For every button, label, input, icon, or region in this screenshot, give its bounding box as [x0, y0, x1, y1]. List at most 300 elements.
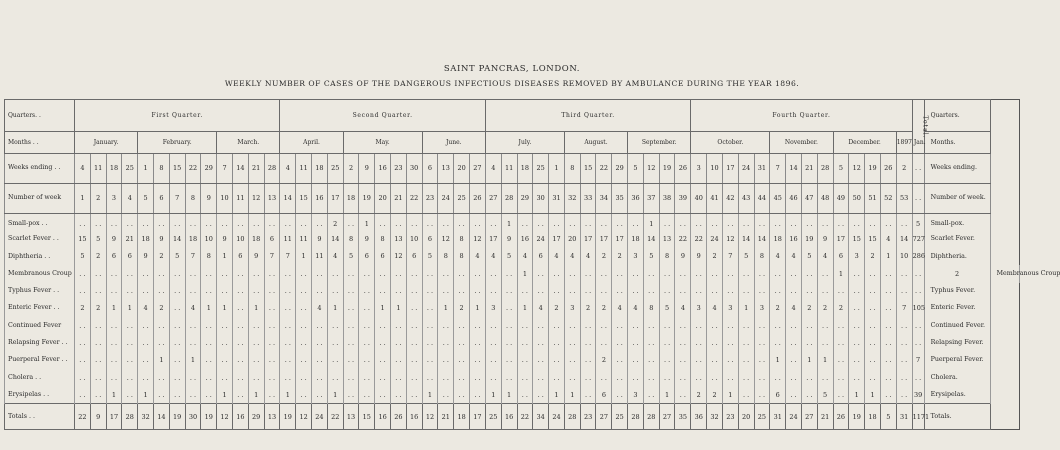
week-count-cell: . .	[675, 283, 691, 300]
quarters-label: Quarters. .	[5, 100, 75, 132]
week-count-cell: . .	[517, 335, 533, 352]
week-count-cell: . .	[533, 265, 549, 282]
week-count-cell: . .	[675, 352, 691, 369]
week-count-cell: . .	[359, 335, 375, 352]
week-number-cell: 43	[738, 184, 754, 214]
week-count-cell: . .	[454, 317, 470, 334]
week-count-cell: . .	[517, 352, 533, 369]
week-count-cell: 1	[106, 300, 122, 317]
week-count-cell: . .	[422, 283, 438, 300]
week-count-cell: 5	[343, 248, 359, 265]
week-count-cell: . .	[786, 386, 802, 403]
week-count-cell: 2	[580, 300, 596, 317]
week-count-cell: . .	[406, 283, 422, 300]
week-ending-cell: 29	[612, 154, 628, 184]
week-count-cell: 1	[549, 386, 565, 403]
week-count-cell: . .	[691, 214, 707, 231]
week-number-cell: 34	[596, 184, 612, 214]
week-count-cell: 12	[469, 231, 485, 248]
quarter-header: Fourth Quarter.	[691, 100, 912, 132]
week-count-cell: . .	[517, 317, 533, 334]
week-count-cell: . .	[264, 265, 280, 282]
week-count-cell: . .	[106, 317, 122, 334]
week-number-cell: 7	[169, 184, 185, 214]
disease-total: 286	[912, 248, 924, 265]
week-count-cell: . .	[438, 265, 454, 282]
week-count-cell: . .	[375, 369, 391, 386]
week-count-cell: . .	[612, 386, 628, 403]
week-count-cell: . .	[469, 317, 485, 334]
week-count-cell: . .	[264, 386, 280, 403]
week-count-cell: 1	[422, 386, 438, 403]
week-count-cell: 1	[801, 352, 817, 369]
week-count-cell: 1	[375, 300, 391, 317]
week-ending-cell: 25	[122, 154, 138, 184]
week-count-cell: . .	[248, 283, 264, 300]
week-count-cell: . .	[454, 265, 470, 282]
week-count-cell: . .	[217, 265, 233, 282]
week-count-cell: . .	[517, 369, 533, 386]
week-count-cell: . .	[786, 335, 802, 352]
disease-row	[5, 248, 1020, 265]
week-count-cell: 2	[707, 248, 723, 265]
week-count-cell: . .	[343, 317, 359, 334]
week-count-cell: . .	[280, 283, 296, 300]
disease-name: Continued Fever	[5, 317, 75, 334]
disease-right-name: Erysipelas.	[924, 386, 990, 403]
weekly-total-cell: 19	[169, 404, 185, 430]
week-count-cell: 1	[659, 386, 675, 403]
week-count-cell: . .	[422, 352, 438, 369]
disease-name: Typhus Fever . .	[5, 283, 75, 300]
week-count-cell: . .	[580, 214, 596, 231]
month-header: June.	[422, 132, 485, 154]
weekly-total-cell: 24	[312, 404, 328, 430]
week-count-cell: 9	[106, 231, 122, 248]
quarter-header: Third Quarter.	[485, 100, 690, 132]
week-count-cell: 17	[549, 231, 565, 248]
week-count-cell: 12	[438, 231, 454, 248]
quarters-row	[5, 100, 1020, 132]
week-count-cell: . .	[106, 214, 122, 231]
week-count-cell: 4	[880, 231, 896, 248]
week-count-cell: . .	[691, 369, 707, 386]
week-ending-cell: 10	[707, 154, 723, 184]
disease-name: Puerperal Fever . .	[5, 352, 75, 369]
week-count-cell: . .	[232, 265, 248, 282]
week-count-cell: . .	[343, 283, 359, 300]
disease-row	[5, 317, 1020, 334]
week-count-cell: 17	[485, 231, 501, 248]
month-header: September.	[628, 132, 691, 154]
week-number-cell: 23	[422, 184, 438, 214]
week-count-cell: . .	[612, 317, 628, 334]
week-count-cell: 2	[801, 300, 817, 317]
week-count-cell: . .	[296, 283, 312, 300]
week-count-cell: . .	[501, 369, 517, 386]
week-count-cell: . .	[817, 369, 833, 386]
week-ending-cell: 11	[90, 154, 106, 184]
week-count-cell: . .	[327, 352, 343, 369]
week-count-cell: . .	[391, 335, 407, 352]
week-count-cell: . .	[106, 352, 122, 369]
week-count-cell: . .	[722, 265, 738, 282]
week-count-cell: . .	[564, 265, 580, 282]
week-count-cell: . .	[391, 214, 407, 231]
week-count-cell: . .	[90, 369, 106, 386]
disease-name: Small-pox . .	[5, 214, 75, 231]
week-ending-cell: 25	[533, 154, 549, 184]
week-count-cell: . .	[122, 265, 138, 282]
week-count-cell: . .	[707, 283, 723, 300]
weeks-ending-row	[5, 154, 1020, 184]
week-count-cell: . .	[391, 369, 407, 386]
week-count-cell: . .	[264, 369, 280, 386]
week-count-cell: . .	[485, 214, 501, 231]
week-count-cell: . .	[865, 283, 881, 300]
week-count-cell: . .	[675, 369, 691, 386]
disease-name: Scarlet Fever . .	[5, 231, 75, 248]
week-count-cell: . .	[153, 317, 169, 334]
week-ending-cell: 19	[865, 154, 881, 184]
week-count-cell: . .	[375, 335, 391, 352]
week-count-cell: . .	[169, 317, 185, 334]
week-count-cell: . .	[896, 265, 912, 282]
week-count-cell: 4	[675, 300, 691, 317]
week-count-cell: . .	[786, 369, 802, 386]
week-count-cell: . .	[359, 369, 375, 386]
weekly-total-cell: 15	[359, 404, 375, 430]
week-number-cell: 35	[612, 184, 628, 214]
week-count-cell: . .	[896, 369, 912, 386]
week-count-cell: 1	[833, 265, 849, 282]
week-count-cell: . .	[707, 369, 723, 386]
disease-row	[5, 214, 1020, 231]
week-count-cell: 7	[280, 248, 296, 265]
week-count-cell: 2	[327, 214, 343, 231]
disease-total: . .	[912, 369, 924, 386]
disease-total: 39	[912, 386, 924, 403]
week-count-cell: 4	[786, 300, 802, 317]
week-count-cell: . .	[517, 214, 533, 231]
week-count-cell: 4	[312, 300, 328, 317]
week-count-cell: . .	[865, 352, 881, 369]
week-count-cell: 1	[248, 386, 264, 403]
month-header: August.	[564, 132, 627, 154]
week-number-right-label: Number of week.	[924, 184, 990, 214]
weekly-total-cell: 19	[849, 404, 865, 430]
week-count-cell: . .	[217, 214, 233, 231]
month-header: February.	[138, 132, 217, 154]
week-count-cell: . .	[312, 283, 328, 300]
week-count-cell: . .	[754, 317, 770, 334]
week-count-cell: . .	[533, 317, 549, 334]
week-count-cell: . .	[438, 386, 454, 403]
week-count-cell: . .	[628, 283, 644, 300]
disease-row	[5, 283, 1020, 300]
week-number-cell: 25	[454, 184, 470, 214]
week-count-cell: . .	[90, 335, 106, 352]
weekly-total-cell: 26	[391, 404, 407, 430]
week-count-cell: 6	[359, 248, 375, 265]
week-count-cell: 1	[770, 352, 786, 369]
week-count-cell: . .	[564, 317, 580, 334]
weekly-total-cell: 27	[659, 404, 675, 430]
week-count-cell: . .	[628, 369, 644, 386]
week-number-cell: 4	[122, 184, 138, 214]
week-count-cell: 4	[469, 248, 485, 265]
week-count-cell: 4	[549, 248, 565, 265]
week-count-cell: . .	[880, 317, 896, 334]
week-ending-cell: 6	[422, 154, 438, 184]
week-count-cell: . .	[232, 214, 248, 231]
disease-total: 5	[912, 214, 924, 231]
disease-right-name: Relapsing Fever.	[924, 335, 990, 352]
week-count-cell: . .	[722, 283, 738, 300]
week-number-cell: 17	[327, 184, 343, 214]
quarters-right-label: Quarters.	[924, 100, 990, 132]
week-number-cell: 39	[675, 184, 691, 214]
months-right-label: Months.	[924, 132, 990, 154]
week-count-cell: . .	[675, 335, 691, 352]
week-count-cell: . .	[327, 317, 343, 334]
week-ending-cell: 1	[138, 154, 154, 184]
week-count-cell: 4	[786, 248, 802, 265]
week-count-cell: . .	[327, 265, 343, 282]
week-count-cell: . .	[770, 214, 786, 231]
week-count-cell: . .	[659, 317, 675, 334]
week-count-cell: 6	[106, 248, 122, 265]
week-count-cell: . .	[849, 214, 865, 231]
week-count-cell: 17	[596, 231, 612, 248]
disease-right-name: Continued Fever.	[924, 317, 990, 334]
week-ending-cell: 7	[770, 154, 786, 184]
week-count-cell: . .	[264, 283, 280, 300]
week-count-cell: . .	[896, 214, 912, 231]
week-count-cell: . .	[485, 335, 501, 352]
disease-name: Enteric Fever . .	[5, 300, 75, 317]
week-count-cell: 1	[517, 300, 533, 317]
disease-right-name: Diphtheria.	[924, 248, 990, 265]
week-count-cell: . .	[880, 214, 896, 231]
week-count-cell: . .	[770, 283, 786, 300]
week-count-cell: . .	[485, 283, 501, 300]
weekly-total-cell: 30	[185, 404, 201, 430]
week-count-cell: . .	[185, 386, 201, 403]
week-number-cell: 31	[549, 184, 565, 214]
week-count-cell: 2	[691, 386, 707, 403]
week-count-cell: 9	[359, 231, 375, 248]
week-number-cell: 9	[201, 184, 217, 214]
totals-right-label: Totals.	[924, 404, 990, 430]
week-count-cell: . .	[865, 300, 881, 317]
week-ending-cell: 4	[485, 154, 501, 184]
week-count-cell: . .	[754, 283, 770, 300]
week-count-cell: . .	[422, 300, 438, 317]
week-count-cell: . .	[280, 369, 296, 386]
week-ending-cell: 20	[454, 154, 470, 184]
week-count-cell: . .	[138, 317, 154, 334]
disease-row	[5, 352, 1020, 369]
week-ending-cell: 30	[406, 154, 422, 184]
week-count-cell: 5	[90, 231, 106, 248]
week-count-cell: 14	[754, 231, 770, 248]
week-count-cell: . .	[375, 386, 391, 403]
week-count-cell: . .	[628, 352, 644, 369]
week-count-cell: . .	[896, 283, 912, 300]
week-count-cell: . .	[880, 335, 896, 352]
week-count-cell: . .	[312, 317, 328, 334]
week-count-cell: . .	[406, 317, 422, 334]
disease-right-name: Typhus Fever.	[924, 283, 990, 300]
week-count-cell: . .	[296, 352, 312, 369]
week-count-cell: 8	[343, 231, 359, 248]
week-count-cell: 1	[327, 300, 343, 317]
week-count-cell: . .	[501, 283, 517, 300]
week-count-cell: . .	[817, 335, 833, 352]
weekly-total-cell: 16	[375, 404, 391, 430]
week-count-cell: 24	[533, 231, 549, 248]
week-count-cell: . .	[801, 335, 817, 352]
week-count-cell: 5	[801, 248, 817, 265]
week-count-cell: . .	[122, 386, 138, 403]
week-count-cell: . .	[580, 369, 596, 386]
week-count-cell: . .	[375, 265, 391, 282]
week-count-cell: . .	[849, 369, 865, 386]
week-ending-cell: 18	[517, 154, 533, 184]
week-number-cell: 45	[770, 184, 786, 214]
weekly-total-cell: 36	[691, 404, 707, 430]
week-count-cell: . .	[691, 352, 707, 369]
week-count-cell: 2	[770, 300, 786, 317]
week-count-cell: . .	[138, 283, 154, 300]
week-number-cell: 38	[659, 184, 675, 214]
week-count-cell: . .	[122, 283, 138, 300]
disease-total: . .	[912, 283, 924, 300]
week-count-cell: . .	[138, 352, 154, 369]
week-count-cell: . .	[201, 265, 217, 282]
week-count-cell: 17	[833, 231, 849, 248]
week-count-cell: . .	[454, 335, 470, 352]
weekly-total-cell: 23	[580, 404, 596, 430]
week-number-cell: 27	[485, 184, 501, 214]
week-count-cell: 5	[817, 386, 833, 403]
week-count-cell: . .	[643, 317, 659, 334]
week-count-cell: . .	[549, 317, 565, 334]
weekly-total-cell: 23	[722, 404, 738, 430]
month-header: April.	[280, 132, 343, 154]
weekly-total-cell: 28	[122, 404, 138, 430]
weekly-total-cell: 27	[596, 404, 612, 430]
week-number-cell: 47	[801, 184, 817, 214]
week-count-cell: . .	[90, 352, 106, 369]
weekly-total-cell: 17	[106, 404, 122, 430]
week-number-cell: 42	[722, 184, 738, 214]
week-count-cell: . .	[628, 265, 644, 282]
week-count-cell: 18	[628, 231, 644, 248]
week-ending-cell: 22	[596, 154, 612, 184]
week-count-cell: . .	[628, 214, 644, 231]
week-count-cell: . .	[659, 369, 675, 386]
week-count-cell: 7	[722, 248, 738, 265]
week-count-cell: 11	[280, 231, 296, 248]
week-count-cell: . .	[280, 214, 296, 231]
week-count-cell: 14	[169, 231, 185, 248]
week-count-cell: . .	[422, 369, 438, 386]
week-ending-cell: 31	[754, 154, 770, 184]
weekly-total-cell: 32	[138, 404, 154, 430]
week-count-cell: 4	[138, 300, 154, 317]
week-count-cell: . .	[264, 300, 280, 317]
week-count-cell: . .	[707, 335, 723, 352]
week-number-cell: 41	[707, 184, 723, 214]
week-count-cell: . .	[549, 265, 565, 282]
week-count-cell: . .	[485, 352, 501, 369]
week-count-cell: . .	[248, 214, 264, 231]
week-count-cell: . .	[533, 214, 549, 231]
week-count-cell: . .	[201, 335, 217, 352]
week-number-cell: 44	[754, 184, 770, 214]
week-count-cell: . .	[312, 335, 328, 352]
week-count-cell: 11	[312, 248, 328, 265]
week-count-cell: . .	[580, 283, 596, 300]
week-ending-cell: 9	[359, 154, 375, 184]
week-count-cell: . .	[786, 317, 802, 334]
week-count-cell: 4	[517, 248, 533, 265]
week-count-cell: 6	[232, 248, 248, 265]
week-count-cell: 14	[327, 231, 343, 248]
week-count-cell: . .	[438, 317, 454, 334]
disease-total: . .	[912, 335, 924, 352]
week-count-cell: 18	[248, 231, 264, 248]
week-count-cell: 12	[722, 231, 738, 248]
week-count-cell: . .	[596, 317, 612, 334]
week-count-cell: . .	[201, 283, 217, 300]
week-number-cell: 32	[564, 184, 580, 214]
week-count-cell: 2	[90, 300, 106, 317]
week-count-cell: . .	[833, 283, 849, 300]
week-count-cell: 3	[754, 300, 770, 317]
week-number-cell: 50	[849, 184, 865, 214]
week-count-cell: . .	[454, 369, 470, 386]
week-count-cell: . .	[896, 352, 912, 369]
week-count-cell: . .	[533, 352, 549, 369]
weekly-total-cell: 13	[264, 404, 280, 430]
week-count-cell: . .	[280, 300, 296, 317]
week-count-cell: . .	[612, 265, 628, 282]
week-count-cell: . .	[549, 214, 565, 231]
week-count-cell: 1	[817, 352, 833, 369]
week-count-cell: 5	[422, 248, 438, 265]
weekly-total-cell: 25	[485, 404, 501, 430]
week-count-cell: . .	[707, 352, 723, 369]
week-count-cell: . .	[153, 265, 169, 282]
week-count-cell: . .	[833, 317, 849, 334]
month-header: July.	[485, 132, 564, 154]
week-ending-cell: 23	[391, 154, 407, 184]
weekly-total-cell: 9	[90, 404, 106, 430]
week-count-cell: . .	[327, 369, 343, 386]
week-count-cell: 7	[264, 248, 280, 265]
week-count-cell: . .	[691, 283, 707, 300]
week-count-cell: . .	[106, 369, 122, 386]
week-count-cell: . .	[185, 265, 201, 282]
week-count-cell: . .	[722, 369, 738, 386]
week-count-cell: 1	[122, 300, 138, 317]
week-count-cell: 4	[770, 248, 786, 265]
week-count-cell: 8	[438, 248, 454, 265]
week-count-cell: . .	[596, 283, 612, 300]
